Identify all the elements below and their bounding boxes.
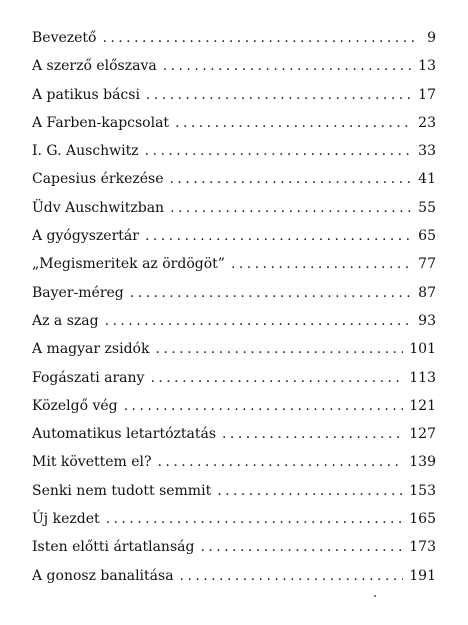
toc-entry-page: 65 (418, 228, 436, 245)
toc-entry-title: I. G. Auschwitz (32, 143, 139, 160)
toc-entry-page: 13 (418, 58, 436, 75)
toc-entry-page: 191 (409, 567, 436, 584)
toc-entry-page: 127 (409, 426, 436, 443)
dot-leader (124, 392, 404, 420)
dot-leader (102, 24, 416, 52)
toc-entry[interactable] (32, 52, 436, 80)
toc-entry-title: Isten előtti ártatlanság (32, 539, 195, 556)
table-of-contents (32, 24, 436, 590)
toc-entry-title: A gonosz banalitása (32, 567, 174, 584)
dot-leader (175, 109, 412, 137)
dot-leader (145, 222, 412, 250)
toc-entry[interactable] (32, 81, 436, 109)
toc-entry[interactable] (32, 420, 436, 448)
toc-entry-title: Fogászati arany (32, 369, 145, 386)
toc-entry[interactable] (32, 335, 436, 363)
toc-entry-title: Az a szag (32, 312, 99, 329)
toc-entry-title: Senki nem tudott semmit (32, 482, 212, 499)
toc-entry-page: 139 (409, 454, 436, 471)
toc-entry[interactable] (32, 448, 436, 476)
dot-leader (231, 250, 412, 278)
dot-leader (145, 137, 413, 165)
toc-entry-title: Automatikus letartóztatás (32, 426, 217, 443)
toc-entry-title: „Megismeritek az ördögöt” (32, 256, 225, 273)
toc-entry-title: Bayer-méreg (32, 284, 124, 301)
toc-entry-title: A magyar zsidók (32, 341, 150, 358)
toc-entry-page: 121 (409, 397, 436, 414)
toc-entry-title: Új kezdet (32, 511, 100, 528)
dot-leader (150, 364, 403, 392)
toc-entry-page: 41 (418, 171, 436, 188)
toc-entry-page: 9 (427, 30, 436, 46)
toc-entry[interactable] (32, 137, 436, 165)
dot-leader (146, 81, 412, 109)
toc-entry[interactable] (32, 364, 436, 392)
toc-entry[interactable] (32, 24, 436, 52)
dot-leader (106, 505, 404, 533)
toc-entry-page: 113 (409, 369, 436, 386)
toc-entry-page: 33 (418, 143, 436, 160)
toc-entry-title: Üdv Auschwitzban (32, 199, 165, 216)
toc-entry[interactable] (32, 222, 436, 250)
toc-entry[interactable] (32, 477, 436, 505)
dot-leader (222, 420, 403, 448)
toc-entry[interactable] (32, 562, 436, 590)
toc-entry[interactable] (32, 250, 436, 278)
scan-speck (374, 595, 376, 597)
toc-entry-page: 87 (418, 284, 436, 301)
toc-entry-title: Capesius érkezése (32, 171, 164, 188)
dot-leader (200, 533, 403, 561)
dot-leader (170, 194, 412, 222)
toc-entry-page: 93 (418, 312, 436, 329)
toc-entry-page: 23 (418, 114, 436, 131)
dot-leader (105, 307, 413, 335)
toc-entry-page: 77 (418, 256, 436, 273)
toc-entry-page: 17 (418, 86, 436, 103)
dot-leader (130, 279, 412, 307)
dot-leader (158, 448, 404, 476)
toc-entry-title: Közelgő vég (32, 397, 118, 414)
toc-entry-title: A szerző előszava (32, 58, 157, 75)
toc-entry-page: 101 (409, 341, 436, 358)
toc-entry-title: A gyógyszertár (32, 228, 139, 245)
dot-leader (180, 562, 404, 590)
toc-entry[interactable] (32, 307, 436, 335)
toc-entry-title: A Farben-kapcsolat (32, 114, 170, 131)
toc-entry-page: 165 (409, 511, 436, 528)
dot-leader (217, 477, 403, 505)
toc-entry[interactable] (32, 165, 436, 193)
toc-entry[interactable] (32, 533, 436, 561)
toc-entry[interactable] (32, 109, 436, 137)
toc-entry[interactable] (32, 279, 436, 307)
toc-entry-page: 173 (409, 539, 436, 556)
toc-entry-page: 153 (409, 482, 436, 499)
dot-leader (163, 52, 412, 80)
dot-leader (155, 335, 403, 363)
toc-entry[interactable] (32, 392, 436, 420)
dot-leader (170, 165, 413, 193)
toc-entry-title: Bevezető (32, 30, 97, 46)
toc-entry[interactable] (32, 505, 436, 533)
toc-entry-page: 55 (418, 199, 436, 216)
toc-entry[interactable] (32, 194, 436, 222)
toc-entry-title: A patikus bácsi (32, 86, 140, 103)
toc-entry-title: Mit követtem el? (32, 454, 152, 471)
